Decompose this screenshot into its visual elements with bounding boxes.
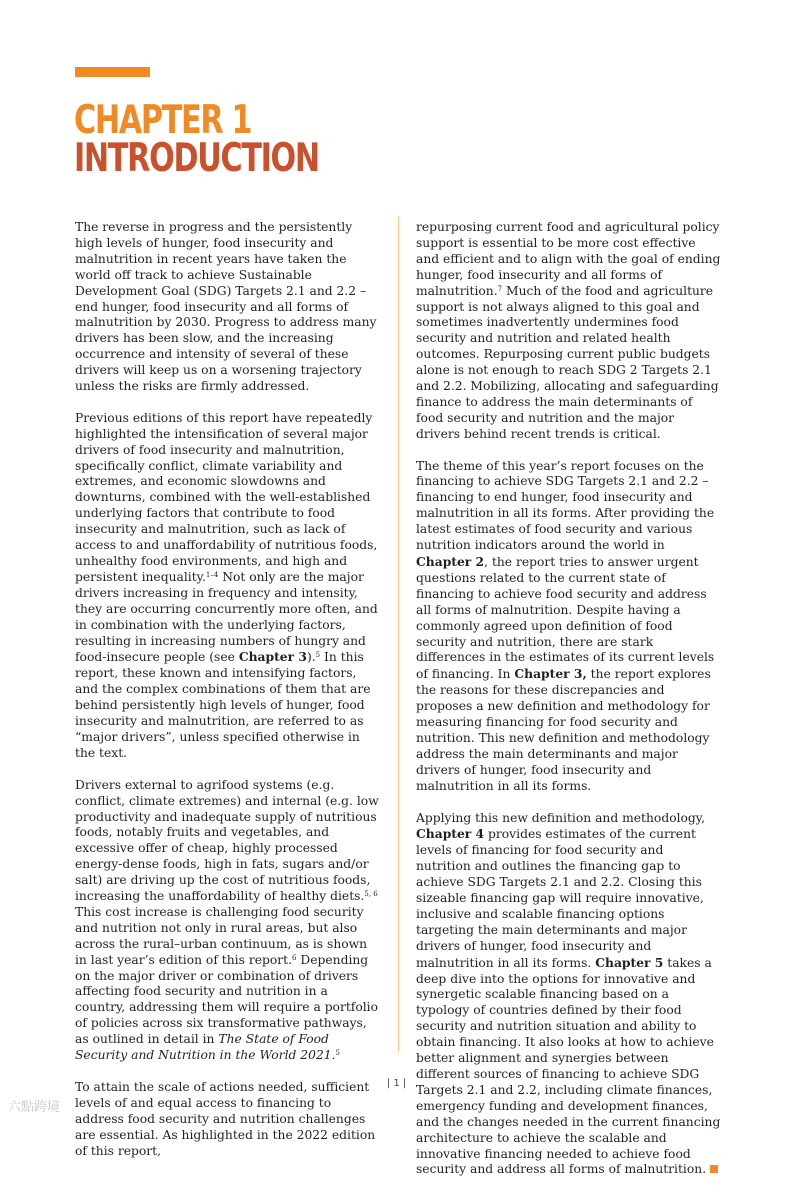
chapter-reference: Chapter 3, [514,666,587,682]
footnote-ref: 5 [335,1049,340,1058]
footnote-ref: 1–4 [205,570,219,579]
chapter-title: INTRODUCTION [74,136,319,181]
paragraph: To attain the scale of actions needed, sufficient levels of and equal access to financing to address food security and nutrition challenges are essential. As highlighted in the 2022 edition of this report, [75,1079,376,1158]
footnote-ref: 7 [497,284,503,293]
chapter-accent-bar [75,67,150,77]
chapter-number: CHAPTER 1 [74,98,252,143]
paragraph: Previous editions of this report have repeatedly highlighted the intensification of several major drivers of food insecurity and malnutrition, specifically conflict, climate variability and extremes, and economic slowdowns and downturns, combined with the well-established underlying factors that contribute to food insecurity and malnutrition, such as lack of access to and unaffordability of nutritious foods, unhealthy food environments, and high and persistent inequality.$^{1-4}$ Not only are the major drivers increasing in frequency and intensity, they are occurring concurrently more often, and in combination with the underlying factors, resulting in increasing numbers of hungry and food-insecure people (see Chapter 3).$^5$ In this report, these known and intensifying factors, and the complex combinations of them that are behind persistently high levels of hunger, food insecurity and malnutrition, are referred to as “major drivers”, unless specified otherwise in the text. [75,410,378,760]
chapter-reference: Chapter 5 [595,954,664,970]
right-column [416,220,722,1194]
chapter-reference: Chapter 2 [416,554,485,570]
footnote-ref: 5, 6 [364,890,378,899]
chapter-reference: Chapter 4 [416,826,485,842]
column-divider [398,216,399,1051]
chapter-reference: Chapter 3 [238,649,307,665]
left-column [75,220,381,1175]
paragraph: The theme of this year’s report focuses on the financing to achieve SDG Targets 2.1 and 2.2 – financing to end hunger, food insecurity and malnutrition in all its forms. After providing the latest estimates of food security and various nutrition indicators around the world in Chapter 2, the report tries to answer urgent questions related to the current state of financing to achieve food security and address all forms of malnutrition. Despite having a commonly agreed upon definition of food security and nutrition, there are stark differences in the estimates of its current levels of financing. In Chapter 3, the report explores the reasons for these discrepancies and proposes a new definition and methodology for measuring financing for food security and nutrition. This new definition and methodology address the main determinants and major drivers of hunger, food insecurity and malnutrition in all its forms. [416,458,715,793]
page-number: | 1 | [386,1078,407,1089]
paragraph: Applying this new definition and methodology, Chapter 4 provides estimates of the current levels of financing for food security and nutrition and outlines the financing gap to achieve SDG Targets 2.1 and 2.2. Closing this sizeable financing gap will require innovative, inclusive and scalable financing options targeting the main determinants and major drivers of hunger, food insecurity and malnutrition in all its forms. Chapter 5 takes a deep dive into the options for innovative and synergetic scalable financing based on a typology of countries defined by their food security and nutrition situation and ability to obtain financing. It also looks at how to achieve better alignment and synergies between different sources of financing to achieve SDG Targets 2.1 and 2.2, including climate finances, emergency funding and development finances, and the changes needed in the current financing architecture to achieve the scalable and innovative financing needed to achieve food security and address all forms of malnutrition. [416,810,721,1177]
end-of-chapter-mark [710,1165,718,1173]
footnote-ref: 5 [315,651,321,660]
publication-title: The State of Food Security and Nutrition in the World 2021 [75,1032,332,1063]
watermark: 六點跨境 [8,1100,61,1115]
paragraph: repurposing current food and agricultural policy support is essential to be more cost effective and efficient and to align with the goal of ending hunger, food insecurity and all forms of malnutrition.$^7$ Much of the food and agriculture support is not always aligned to this goal and sometimes inadvertently undermines food security and nutrition and related health outcomes. Repurposing current public budgets alone is not enough to reach SDG 2 Targets 2.1 and 2.2. Mobilizing, allocating and safeguarding finance to address the main determinants of food security and nutrition and the major drivers behind recent trends is critical. [416,220,721,441]
footnote-ref: 6 [291,953,297,962]
paragraph: The reverse in progress and the persistently high levels of hunger, food insecurity and malnutrition in recent years have taken the world off track to achieve Sustainable Development Goal (SDG) Targets 2.1 and 2.2 – end hunger, food insecurity and all forms of malnutrition by 2030. Progress to address many drivers has been slow, and the increasing occurrence and intensity of several of these drivers will keep us on a worsening trajectory unless the risks are firmly addressed. [75,220,377,394]
paragraph: Drivers external to agrifood systems (e.g. conflict, climate extremes) and internal (e.g. low productivity and inadequate supply of nutritious foods, notably fruits and vegetables, and excessive offer of cheap, highly processed energy-dense foods, high in fats, sugars and/or salt) are driving up the cost of nutritious foods, increasing the unaffordability of healthy diets.$^{5, 6}$ This cost increase is challenging food security and nutrition not only in rural areas, but also across the rural–urban continuum, as is shown in last year’s edition of this report.$^6$ Depending on the major driver or combination of drivers affecting food security and nutrition in a country, addressing them will require a portfolio of policies across six transformative pathways, as outlined in detail in The State of Food Security and Nutrition in the World 2021.$^5$ [75,777,379,1063]
